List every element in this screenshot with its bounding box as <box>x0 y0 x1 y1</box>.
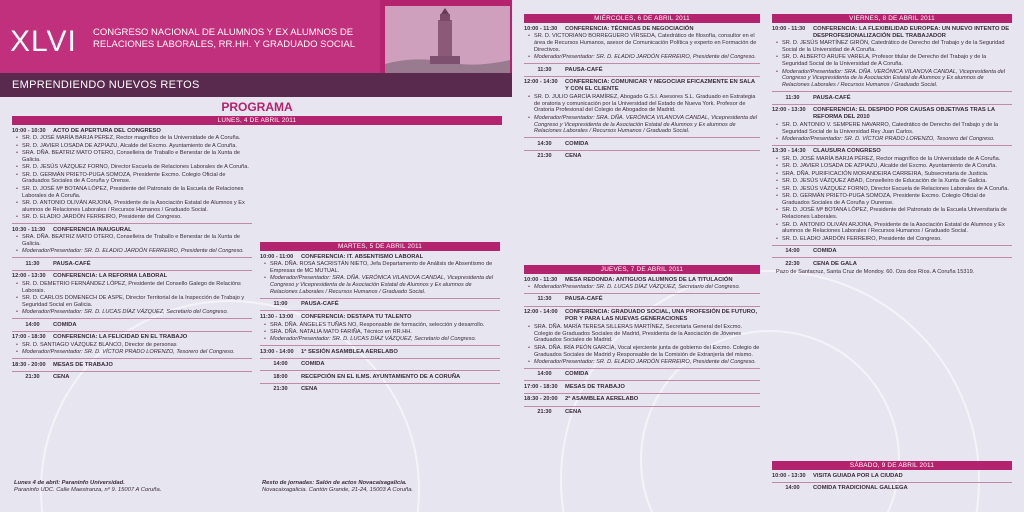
entry-time: 11:30 <box>537 296 552 303</box>
entry-time: 14:00 <box>273 361 288 368</box>
schedule-entry <box>524 79 760 93</box>
schedule-viernes <box>772 26 1012 268</box>
entry-time: 14:00 <box>25 321 40 328</box>
separator-line <box>12 270 252 271</box>
bullet-icon: • <box>16 214 18 221</box>
speaker-item <box>12 186 252 200</box>
speaker-text: SR. D. JESÚS MARTÍNEZ GIRÓN, Catedrático de Derecho del Trabajo y de la Seguridad Social de la Universidad de A Coruña. <box>782 40 1005 54</box>
footer-venue-lunes: Lunes 4 de abril: Paraninfo Universidad. Paraninfo UDC. Calle Maestranza, nº 9. 15007 A Coruña. <box>14 480 162 494</box>
speaker-item <box>772 193 1012 207</box>
bullet-icon: • <box>16 171 18 178</box>
entry-title: MESAS DE TRABAJO <box>565 383 625 390</box>
entry-time: 11:30 - 13:00 <box>260 313 294 320</box>
separator-line <box>260 310 500 311</box>
entry-title: ACTO DE APERTURA DEL CONGRESO <box>53 127 161 134</box>
schedule-entry <box>12 374 252 381</box>
moderator-item <box>12 248 252 255</box>
entry-title: CLAUSURA CONGRESO <box>813 148 881 155</box>
column-viernes <box>772 14 1012 276</box>
moderator-item <box>772 69 1012 89</box>
entry-time: 13:30 - 14:30 <box>772 148 806 155</box>
entry-title: COMIDA <box>813 248 837 255</box>
moderator-item <box>260 336 500 343</box>
speaker-text: SR. D. JESÚS VÁZQUEZ FORNO, Director Escuela de Relaciones Laborales de A Coruña. <box>782 185 1009 192</box>
schedule-entry <box>772 485 1012 492</box>
separator-line <box>524 293 760 294</box>
entry-title: CONFERENCIA: DESTAPA TU TALENTO <box>301 313 412 320</box>
schedule-entry <box>524 141 760 148</box>
speaker-text: SR. D. JOSÉ Mª BOTANA LÓPEZ, Presidente del Patronato de la Escuela Universitaria de Relaciones Laborales. <box>782 207 1007 221</box>
day-header-miercoles: MIÉRCOLES, 6 DE ABRIL 2011 <box>524 14 760 23</box>
entry-time: 10:00 - 11:30 <box>524 276 558 283</box>
speaker-text: Moderador/Presentador: SR. D. ELADIO JARDÓN FERREIRO, Presidente del Congreso. <box>534 359 756 365</box>
schedule-miercoles <box>524 26 760 161</box>
bullet-icon: • <box>16 248 18 255</box>
entry-time: 22:30 <box>785 260 800 267</box>
entry-time: 12:00 - 14:00 <box>524 309 558 316</box>
speaker-item <box>772 163 1012 170</box>
schedule-entry <box>524 396 760 403</box>
speaker-text: SR. D. ANTONIO V. SEMPERE NAVARRO, Catedrático de Derecho del Trabajo y de la Seguridad Social de la Universidad Rey Juan Carlos. <box>782 121 999 135</box>
entry-title: CENA <box>565 409 582 415</box>
bullet-icon: • <box>776 163 778 170</box>
bullet-icon: • <box>16 341 18 348</box>
separator-line <box>12 223 252 224</box>
bullet-icon: • <box>16 280 18 287</box>
entry-title: PAUSA-CAFÉ <box>813 94 851 101</box>
speaker-item <box>772 40 1012 54</box>
speaker-item <box>260 322 500 329</box>
speaker-item <box>524 33 760 53</box>
speaker-item <box>12 200 252 214</box>
speaker-item <box>524 94 760 114</box>
programa-heading: PROGRAMA <box>221 100 293 114</box>
separator-line <box>524 76 760 77</box>
entry-title: PAUSA-CAFÉ <box>565 296 603 303</box>
entry-title: CONFERENCIA: TÉCNICAS DE NEGOCIACIÓN <box>565 25 694 32</box>
bullet-icon: • <box>16 309 18 316</box>
speaker-item <box>12 342 252 349</box>
schedule-martes <box>260 254 500 394</box>
tagline-bar: EMPRENDIENDO NUEVOS RETOS <box>0 73 512 97</box>
speaker-item <box>772 178 1012 185</box>
entry-title: MESAS DE TRABAJO <box>53 361 113 368</box>
speaker-text: SR. D. JOSÉ Mª BOTANA LÓPEZ, Presidente del Patronato de la Escuela de Relaciones Laborales de A Coruña. <box>22 185 244 199</box>
separator-line <box>260 370 500 371</box>
separator-line <box>524 393 760 394</box>
speaker-text: Moderador/Presentador: SR. D. LUCAS DÍAZ VÁZQUEZ, Secretario del Congreso. <box>270 336 477 343</box>
speaker-text: Moderador/Presentador: SR. D. VÍCTOR PRADO LORENZO, Tesorero del Congreso. <box>22 349 235 356</box>
entry-title: CONFERENCIA: COMUNICAR Y NEGOCIAR EFICAZMENTE EN SALA Y CON EL CLIENTE <box>565 79 755 93</box>
speaker-item <box>772 207 1012 221</box>
entry-time: 10:00 - 13:30 <box>772 472 806 479</box>
schedule-entry <box>12 273 252 280</box>
speaker-text: SR. D. ANTONIO OLIVÁN ARJONA, Presidente de la Asociación Estatal de Alumnos y Ex alumnos de Relaciones Laborales / Recursos Humanos / Graduado Social. <box>782 221 1005 235</box>
schedule-entry <box>524 309 760 323</box>
lighthouse-icon <box>385 6 510 73</box>
speaker-text: SR. D. GERMÁN PRIETO-PUGA SOMOZA, Presidente Excmo. Colegio Oficial de Graduados Sociales de A Coruña y Orense. <box>22 171 226 185</box>
entry-time: 17:00 - 18:30 <box>12 334 46 341</box>
entry-time: 18:00 <box>273 373 288 380</box>
speaker-text: SRA. DÑA. PURIFICACIÓN MORANDEIRA CARREIRA, Subsecretaria de Justicia. <box>782 170 989 177</box>
speaker-text: SR. D. GERMÁN PRIETO-PUGA SOMOZA, Presidente Excmo. Colegio Oficial de Graduados Sociales de A Coruña y Ourense. <box>782 193 986 206</box>
entry-title: RECEPCIÓN EN EL ILMS. AYUNTAMIENTO DE A CORUÑA <box>301 373 461 380</box>
schedule-entry <box>260 254 500 261</box>
entry-title: COMIDA TRADICIONAL GALLEGA <box>813 485 908 492</box>
schedule-entry <box>12 334 252 341</box>
entry-title: 1ª SESIÓN ASAMBLEA AERELABO <box>301 348 398 355</box>
bullet-icon: • <box>16 295 18 302</box>
schedule-entry <box>12 362 252 369</box>
bullet-icon: • <box>776 68 778 75</box>
entry-title: CENA <box>53 374 70 381</box>
speaker-text: SRA. DÑA. MARÍA TERESA SILLERAS MARTÍNEZ, Secretaria General del Excmo. Colegio de Graduados Sociales de Madrid, Presidenta de la Asociación de Jóvenes Graduados Sociales de Madrid. <box>534 323 743 344</box>
separator-line <box>524 380 760 381</box>
schedule-entry <box>260 361 500 368</box>
schedule-entry <box>772 248 1012 255</box>
moderator-item <box>524 54 760 61</box>
entry-title: CONFERENCIA INAUGURAL <box>53 226 132 233</box>
separator-line <box>772 245 1012 246</box>
speaker-text: SRA. DÑA. NATALIA MATO FARIÑA, Técnico en RR.HH. <box>270 328 412 335</box>
bullet-icon: • <box>16 142 18 149</box>
moderator-item <box>524 115 760 135</box>
separator-line <box>524 150 760 151</box>
bullet-icon: • <box>528 114 530 121</box>
speaker-text: SR. D. JAVIER LOSADA DE AZPIAZU, Alcalde del Excmo. Ayuntamiento de A Coruña. <box>782 163 997 170</box>
entry-time: 14:00 <box>785 485 800 492</box>
schedule-entry <box>524 26 760 33</box>
schedule-entry <box>12 227 252 234</box>
moderator-item <box>12 349 252 356</box>
entry-time: 10:00 - 11:30 <box>772 25 806 32</box>
separator-line <box>772 104 1012 105</box>
speaker-item <box>772 156 1012 163</box>
entry-time: 18:30 - 20:00 <box>12 361 46 368</box>
separator-line <box>524 406 760 407</box>
entry-time: 17:00 - 18:30 <box>524 383 558 390</box>
bullet-icon: • <box>528 323 530 330</box>
entry-time: 12:00 - 13:30 <box>772 107 806 114</box>
bullet-icon: • <box>528 33 530 40</box>
bullet-icon: • <box>16 349 18 356</box>
gala-venue: Pazo de Santacruz, Santa Cruz de Mondoy. 60. Oza dos Ríos. A Coruña 15319. <box>776 268 975 275</box>
speaker-text: SR. D. JULIO GARCÍA RAMÍREZ, Abogado G.S.I. Asesores S.L. Graduado en Estrategia de oratoria y comunicación por la Universidad del Estado de Nueva York. Profesor de Oratoria Profesional del Colegio de Abogados de Madrid. <box>534 93 756 114</box>
speaker-text: SR. D. JESÚS VÁZQUEZ ABAD, Conselleiro de Educación de la Xunta de Galicia. <box>782 178 987 185</box>
schedule-entry <box>772 95 1012 102</box>
entry-title: COMIDA <box>53 321 77 328</box>
bullet-icon: • <box>528 93 530 100</box>
speaker-text: SR. D. VICTORIANO BORREGUERO VÍRSEDA, Catedrático de filosofía, consultor en el área de Recursos Humanos, asesor de Comunicación Política y experto en Formación de Directivos. <box>534 33 757 53</box>
schedule-entry <box>524 153 760 160</box>
bullet-icon: • <box>776 221 778 228</box>
entry-time: 14:00 <box>537 371 552 378</box>
bullet-icon: • <box>16 164 18 171</box>
entry-title: PAUSA-CAFÉ <box>53 260 91 267</box>
bullet-icon: • <box>16 135 18 142</box>
entry-time: 13:00 - 14:00 <box>260 348 294 355</box>
speaker-text: SR. D. JAVIER LOSADA DE AZPIAZU, Alcalde del Excmo. Ayuntamiento de A Coruña. <box>22 142 237 149</box>
separator-line <box>260 345 500 346</box>
schedule-entry <box>524 371 760 378</box>
speaker-text: SR. D. ELADIO JARDÓN FERREIRO, Presidente del Congreso. <box>782 235 942 242</box>
speaker-text: SR. D. SANTIAGO VÁZQUEZ BLANCO, Director de personas <box>22 341 177 348</box>
entry-time: 21:30 <box>25 374 40 381</box>
speaker-item <box>524 324 760 344</box>
entry-title: CENA <box>565 153 582 160</box>
entry-title: PAUSA-CAFÉ <box>565 66 603 73</box>
bullet-icon: • <box>528 54 530 61</box>
speaker-item <box>12 295 252 309</box>
bullet-icon: • <box>776 121 778 128</box>
speaker-item <box>772 186 1012 193</box>
schedule-jueves <box>524 277 760 417</box>
separator-line <box>12 331 252 332</box>
day-header-sabado: SÁBADO, 9 DE ABRIL 2011 <box>772 461 1012 470</box>
speaker-item <box>772 171 1012 178</box>
entry-time: 21:30 <box>273 386 288 393</box>
entry-title: CONFERENCIA: GRADUADO SOCIAL, UNA PROFESIÓN DE FUTURO, POR Y PARA LAS NUEVAS GENERACIONES <box>565 309 758 323</box>
separator-line <box>12 358 252 359</box>
separator-line <box>524 306 760 307</box>
schedule-entry <box>260 314 500 321</box>
bullet-icon: • <box>16 149 18 156</box>
speaker-item <box>772 222 1012 236</box>
bullet-icon: • <box>16 200 18 207</box>
schedule-entry <box>260 386 500 393</box>
entry-title: VISITA GUIADA POR LA CIUDAD <box>813 472 903 479</box>
schedule-entry <box>524 296 760 303</box>
speaker-item <box>12 143 252 150</box>
speaker-item <box>772 54 1012 68</box>
speaker-text: SR. D. JESÚS VÁZQUEZ FORNO, Director Escuela de Relaciones Laborales de A Coruña. <box>22 164 249 171</box>
schedule-entry <box>524 67 760 74</box>
entry-title: CENA <box>301 386 318 393</box>
separator-line <box>772 145 1012 146</box>
entry-time: 11:30 <box>25 260 40 267</box>
column-sabado <box>772 461 1012 492</box>
moderator-item <box>524 359 760 366</box>
schedule-entry <box>524 277 760 284</box>
speaker-item <box>772 236 1012 243</box>
day-header-jueves: JUEVES, 7 DE ABRIL 2011 <box>524 265 760 274</box>
schedule-entry <box>772 261 1012 268</box>
entry-time: 14:00 <box>785 248 800 255</box>
speaker-item <box>260 261 500 275</box>
separator-line <box>260 298 500 299</box>
separator-line <box>524 63 760 64</box>
bullet-icon: • <box>776 185 778 192</box>
day-header-martes: MARTES, 5 DE ABRIL 2011 <box>260 242 500 251</box>
speaker-text: Moderador/Presentador: SR. D. LUCAS DÍAZ VÁZQUEZ, Secretario del Congreso. <box>22 309 229 316</box>
moderator-item <box>772 136 1012 143</box>
speaker-text: SR. D. JOSÉ MARÍA BARJA PÉREZ, Rector magnífico de la Universidade de A Coruña. <box>782 156 1001 163</box>
header-band <box>0 0 512 73</box>
congress-roman-number: XLVI <box>10 25 77 58</box>
separator-line <box>772 257 1012 258</box>
speaker-text: SR. D. CARLOS DOMENECH DE ASPE, Director Territorial de la Inspección de Trabajo y Seguridad Social en Galicia. <box>22 295 245 308</box>
speaker-text: Moderador/Presentador: SRA. DÑA. VERÓNICA VILANOVA CANDAL, Vicepresidenta del Congreso y Vicepresidenta de la Asociación Estatal de Alumnos y Ex alumnos de Relaciones Laborales / Recursos Humanos / Graduado Social. <box>534 114 758 135</box>
schedule-entry <box>260 301 500 308</box>
entry-title: 2ª ASAMBLEA AERELABO <box>565 396 639 403</box>
schedule-entry <box>772 107 1012 121</box>
entry-time: 11:00 <box>273 301 288 308</box>
schedule-entry <box>772 473 1012 480</box>
entry-title: CONFERENCIA: EL DESPIDO POR CAUSAS OBJETIVAS TRAS LA REFORMA DEL 2010 <box>813 107 995 121</box>
entry-title: CONFERENCIA: LA FELICIDAD EN EL TRABAJO <box>53 334 188 341</box>
schedule-sabado <box>772 473 1012 493</box>
speaker-text: SRA. DÑA. ROSA SACRISTÁN NIETO, Jefa Departamento de Análisis de Absentismo de Empresas de MC MUTUAL. <box>270 261 493 274</box>
speaker-text: Moderador/Presentador: SRA. DÑA. VERÓNICA VILANOVA CANDAL, Vicepresidenta del Congreso y Vicepresidenta de la Asociación Estatal de Alumnos y Ex alumnos de Relaciones Laborales / Recursos Humanos / Graduado Social. <box>270 275 494 295</box>
bullet-icon: • <box>528 284 530 291</box>
bullet-icon: • <box>528 359 530 365</box>
bullet-icon: • <box>16 185 18 192</box>
speaker-text: SRA. DÑA. ÁNGELES TUÑAS NO, Responsable de formación, selección y desarrollo. <box>270 321 485 328</box>
speaker-text: SR. D. JOSÉ MARÍA BARJA PÉREZ, Rector magnífico de la Universidade de A Coruña. <box>22 135 241 142</box>
bullet-icon: • <box>776 235 778 242</box>
bullet-icon: • <box>16 234 18 241</box>
speaker-text: Moderador/Presentador: SR. D. ELADIO JARDÓN FERREIRO, Presidente del Congreso. <box>22 248 244 255</box>
day-header-lunes: LUNES, 4 DE ABRIL 2011 <box>12 116 502 125</box>
separator-line <box>524 368 760 369</box>
separator-line <box>12 318 252 319</box>
column-martes <box>260 242 500 393</box>
moderator-item <box>260 275 500 295</box>
bullet-icon: • <box>776 207 778 214</box>
bullet-icon: • <box>776 193 778 200</box>
column-miercoles <box>524 14 760 160</box>
schedule-entry <box>12 128 252 135</box>
speaker-text: Moderador/Presentador: SR. D. VÍCTOR PRADO LORENZO, Tesorero del Congreso. <box>782 136 995 143</box>
speaker-text: SRA. DÑA. BEATRIZ MATO OTERO, Conselleira de Traballo e Benestar de la Xunta de Galicia. <box>22 149 240 163</box>
schedule-entry <box>772 148 1012 155</box>
speaker-item <box>260 329 500 336</box>
speaker-text: SR. D. ELADIO JARDÓN FERREIRO, Presidente del Congreso. <box>22 214 182 221</box>
column-jueves <box>524 265 760 416</box>
entry-title: COMIDA <box>565 140 589 147</box>
entry-time: 12:00 - 13:30 <box>12 273 46 280</box>
entry-title: MESA REDONDA: ANTIGUOS ALUMNOS DE LA TITULACIÓN <box>565 276 733 283</box>
separator-line <box>260 383 500 384</box>
speaker-text: SR. D. ANTONIO OLIVÁN ARJONA, Presidente de la Asociación Estatal de Alumnos y Ex alumnos de Relaciones Laborales / Recursos Humanos / Graduado Social. <box>22 200 245 213</box>
entry-time: 10:00 - 11:30 <box>524 25 558 32</box>
bullet-icon: • <box>264 328 266 335</box>
speaker-item <box>12 164 252 171</box>
speaker-item <box>12 281 252 295</box>
footer-venue-rest: Resto de jornadas: Salón de actos Novacaixagalicia. Novacaixagalicia. Cantón Grande, 21-24, 15003 A Coruña. <box>262 480 414 494</box>
day-header-viernes: VIERNES, 8 DE ABRIL 2011 <box>772 14 1012 23</box>
entry-title: CONFERENCIA: LA REFORMA LABORAL <box>53 273 168 280</box>
entry-title: COMIDA <box>565 371 589 378</box>
speaker-text: SRA. DÑA. IRÍA PEÓN GARCÍA, Vocal ejerciente junta de gobierno del Excmo. Colegio de Graduados Sociales de Madrid y Responsable de la Comisión de Extranjería del mismo. <box>534 344 760 358</box>
bullet-icon: • <box>776 156 778 163</box>
speaker-text: SR. D. DEMETRIO FERNÁNDEZ LÓPEZ, Presidente del Consello Galego de Relacións Laborais. <box>22 280 241 294</box>
schedule-entry <box>524 384 760 391</box>
bullet-icon: • <box>776 136 778 143</box>
separator-line <box>772 91 1012 92</box>
entry-title: CONFERENCIA: IT. ABSENTISMO LABORAL <box>301 253 424 260</box>
speaker-text: Moderador/Presentador: SR. D. LUCAS DÍAZ VÁZQUEZ, Secretario del Congreso. <box>534 284 741 291</box>
speaker-text: SR. D. ALBERTO ARUFE VARELA, Profesor titular de Derecho del Trabajo y de la Seguridad Social de la Universidad de A Coruña. <box>782 54 987 68</box>
entry-time: 11:30 <box>537 66 552 73</box>
entry-time: 10:30 - 11:30 <box>12 226 46 233</box>
schedule-entry <box>12 261 252 268</box>
bullet-icon: • <box>776 54 778 61</box>
schedule-entry <box>524 409 760 416</box>
bullet-icon: • <box>776 170 778 177</box>
separator-line <box>260 358 500 359</box>
bullet-icon: • <box>264 321 266 328</box>
entry-title: CENA DE GALA <box>813 260 857 267</box>
speaker-item <box>12 234 252 248</box>
entry-time: 18:30 - 20:00 <box>524 396 558 403</box>
bullet-icon: • <box>264 275 266 282</box>
entry-time: 21:30 <box>537 153 552 160</box>
speaker-item <box>12 214 252 221</box>
separator-line <box>524 137 760 138</box>
speaker-item <box>12 172 252 186</box>
speaker-text: SRA. DÑA. BEATRIZ MATO OTERO, Conselleira de Traballo e Benestar de la Xunta de Galicia. <box>22 234 240 248</box>
entry-time: 21:30 <box>537 409 552 415</box>
entry-title: PAUSA-CAFÉ <box>301 301 339 308</box>
schedule-entry <box>260 374 500 381</box>
moderator-item <box>12 309 252 316</box>
entry-title: CONFERENCIA: LA FLEXIBILIDAD EUROPEA: UN NUEVO INTENTO DE DESPROFESIONALIZACIÓN DEL TRABAJADOR <box>813 25 1010 39</box>
bullet-icon: • <box>528 344 530 351</box>
schedule-entry <box>772 26 1012 40</box>
separator-line <box>12 257 252 258</box>
bullet-icon: • <box>264 261 266 268</box>
schedule-entry <box>12 322 252 329</box>
separator-line <box>772 482 1012 483</box>
entry-time: 11:30 <box>785 94 800 101</box>
speaker-text: Moderador/Presentador: SRA. DÑA. VERÓNICA VILANOVA CANDAL, Vicepresidenta del Congreso y Vicepresidenta de la Asociación Estatal de Alumnos y Ex alumnos de Relaciones Laborales / Recursos Humanos / Graduado Social. <box>782 68 1006 89</box>
speaker-item <box>772 122 1012 136</box>
bullet-icon: • <box>776 178 778 185</box>
schedule-entry <box>260 349 500 356</box>
entry-time: 10:00 - 11:00 <box>260 253 294 260</box>
entry-title: COMIDA <box>301 361 325 368</box>
separator-line <box>12 371 252 372</box>
entry-time: 12:00 - 14:30 <box>524 79 558 86</box>
bullet-icon: • <box>776 40 778 47</box>
congress-title: CONGRESO NACIONAL DE ALUMNOS Y EX ALUMNOS DE RELACIONES LABORALES, RR.HH. Y GRADUADO SOCIAL <box>93 27 356 50</box>
speaker-item <box>12 135 252 142</box>
entry-time: 14:30 <box>537 140 552 147</box>
bullet-icon: • <box>264 336 266 343</box>
moderator-item <box>524 284 760 291</box>
speaker-item <box>524 345 760 359</box>
speaker-text: Moderador/Presentador: SR. D. ELADIO JARDÓN FERREIRO, Presidente del Congreso. <box>534 54 756 61</box>
speaker-item <box>12 150 252 164</box>
entry-time: 10:00 - 10:30 <box>12 127 46 134</box>
schedule-lunes <box>12 128 252 382</box>
